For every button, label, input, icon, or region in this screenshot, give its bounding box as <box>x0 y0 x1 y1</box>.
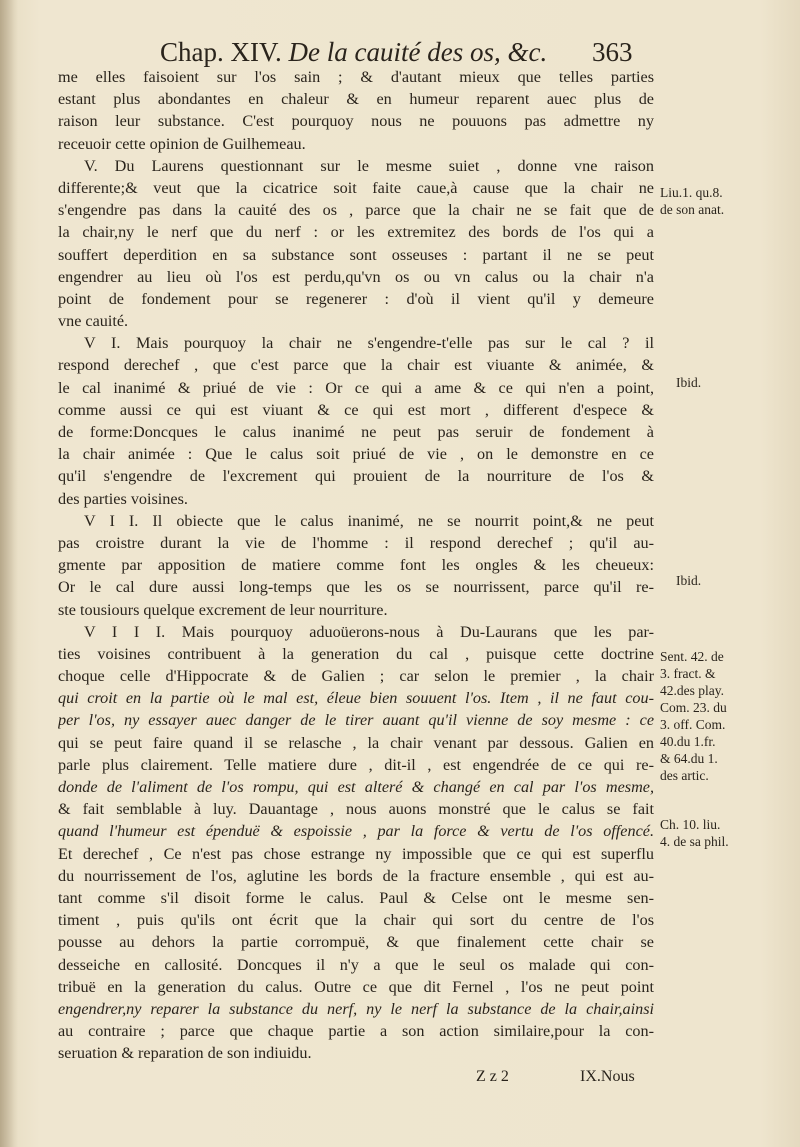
text-line: desseiche en callosité. Doncques il n'y a que le seul os malade qui con- <box>58 955 654 974</box>
running-header <box>160 34 660 70</box>
text-line: timent , puis qu'ils ont écrit que la chair qui sort du centre de l'os <box>58 911 654 930</box>
text-line: donde de l'aliment de l'os rompu, qui est alteré & changé en cal par l'os mesme, <box>58 778 654 796</box>
text-line: V. Du Laurens questionnant sur le mesme suiet , donne vne raison <box>84 156 654 175</box>
text-line: ties voisines contribuent à la generation du cal , puisque cette doctrine <box>58 644 654 663</box>
text-line: qui croit en la partie où le mal est, éleue bien souuent l'os. Item , il ne faut cou- <box>58 689 654 708</box>
text-line: pas croistre durant la vie de l'homme : il respond derechef ; qu'il au- <box>58 533 654 552</box>
text-line: Et derechef , Ce n'est pas chose estrange ny impossible que ce qui est superflu <box>58 844 654 863</box>
text-line: me elles faisoient sur l'os sain ; & d'autant mieux que telles parties <box>58 68 654 86</box>
margin-note: Sent. 42. de 3. fract. & 42.des play. Com. 23. du 3. off. Com. 40.du 1.fr. & 64.du 1. des artic. <box>660 649 727 783</box>
catchword: IX.Nous <box>580 1068 635 1085</box>
text-line: s'engendre pas dans la cauité des os , parce que la chair ne se fait que de <box>58 201 654 220</box>
text-line: seruation & reparation de son indiuidu. <box>58 1044 312 1063</box>
text-line: V I I I. Mais pourquoy aduoüerons-nous à Du-Laurans que les par- <box>84 622 654 641</box>
text-line: receuoir cette opinion de Guilhemeau. <box>58 134 306 153</box>
text-line: parle plus clairement. Telle matiere dure , dit-il , est engendrée de ce qui re- <box>58 755 654 774</box>
text-line: point de fondement pour se regenerer : d'où il vient qu'il y demeure <box>58 289 654 308</box>
text-line: V I I. Il obiecte que le calus inanimé, ne se nourrit point,& ne peut <box>84 511 654 530</box>
body-text <box>58 66 654 1064</box>
margin-note: Ibid. <box>676 375 702 390</box>
text-line: de forme:Doncques le calus inanimé ne peut pas seruir de fondement à <box>58 423 654 441</box>
text-line: la chair,ny le nerf que du nerf : or les extremitez des bords de l'os qui a <box>58 223 654 242</box>
text-line: choque celle d'Hippocrate & de Galien ; car selon le premier , la chair <box>58 667 654 686</box>
text-line: le cal inanimé & priué de vie : Or ce qui a ame & ce qui n'en a point, <box>58 378 654 397</box>
margin-note: Liu.1. qu.8. de son anat. <box>660 185 725 217</box>
chapter-label: Chap. XIV. <box>160 37 282 67</box>
text-line: tant comme s'il disoit forme le calus. Paul & Celse ont le mesme sen- <box>58 888 654 907</box>
text-line: du nourrissement de l'os, aglutine les bords de la fracture ensemble , qui est au- <box>58 866 654 885</box>
text-line: au contraire ; parce que chaque partie a son action similaire,pour la con- <box>58 1022 654 1041</box>
text-line: souffert deperdition en sa substance sont osseuses : partant il ne se peut <box>58 245 654 264</box>
text-line: des parties voisines. <box>58 489 188 508</box>
text-line: quand l'humeur est épenduë & espoissie , par la force & vertu de l'os offencé. <box>58 822 654 841</box>
text-line: Or le cal dure aussi long-temps que les os se nourrissent, parce qu'il re- <box>58 578 654 597</box>
page-number: 363 <box>592 37 633 67</box>
text-line: V I. Mais pourquoy la chair ne s'engendre-t'elle pas sur le cal ? il <box>84 334 654 353</box>
text-line: qui se peut faire quand il se relasche , la chair venant par dessous. Galien en <box>58 733 654 752</box>
text-line: ste tousiours quelque excrement de leur nourriture. <box>58 600 388 619</box>
text-line: tribuë en la generation du calus. Outre ce que dit Fernel , l'os ne peut point <box>58 977 654 996</box>
text-line: raison leur substance. C'est pourquoy nous ne pouuons pas admettre ny <box>58 112 654 131</box>
chapter-title: De la cauité des os, &c. <box>288 37 548 67</box>
text-line: qu'il s'engendre de l'excrement qui prouient de la nourriture de l'os & <box>58 467 654 486</box>
text-line: per l'os, ny essayer auec danger de le tirer auant qu'il vienne de soy mesme : ce <box>58 711 654 730</box>
text-line: vne cauité. <box>58 312 129 331</box>
margin-note: Ch. 10. liu. 4. de sa phil. <box>660 817 729 849</box>
text-line: pousse au dehors la partie corrompuë, & que finalement cette chair se <box>58 933 654 952</box>
text-line: gmente par apposition de matiere comme font les ongles & les cheueux: <box>58 556 654 575</box>
text-line: engendrer au lieu où l'os est perdu,qu'vn os ou vn calus ou la chair n'a <box>58 267 654 286</box>
margin-note: Ibid. <box>676 573 702 588</box>
text-line: estant plus abondantes en chaleur & en humeur reparent auec plus de <box>58 90 654 109</box>
text-line: comme aussi ce qui est viuant & ce qui est mort , different d'espece & <box>58 400 654 419</box>
gutter-shadow <box>0 0 18 1147</box>
text-line: engendrer,ny reparer la substance du nerf, ny le nerf la substance de la chair,ainsi <box>58 999 654 1018</box>
text-line: la chair animée : Que le calus soit priué de vie , on le demonstre en ce <box>58 445 654 464</box>
text-line: & fait semblable à luy. Dauantage , nous auons monstré que le calus se fait <box>58 800 654 819</box>
text-line: differente;& veut que la cicatrice soit faite caue,à cause que la chair ne <box>58 178 654 197</box>
signature-mark: Z z 2 <box>476 1068 509 1085</box>
text-line: respond derechef , que c'est parce que la chair est viuante & animée, & <box>58 356 654 375</box>
